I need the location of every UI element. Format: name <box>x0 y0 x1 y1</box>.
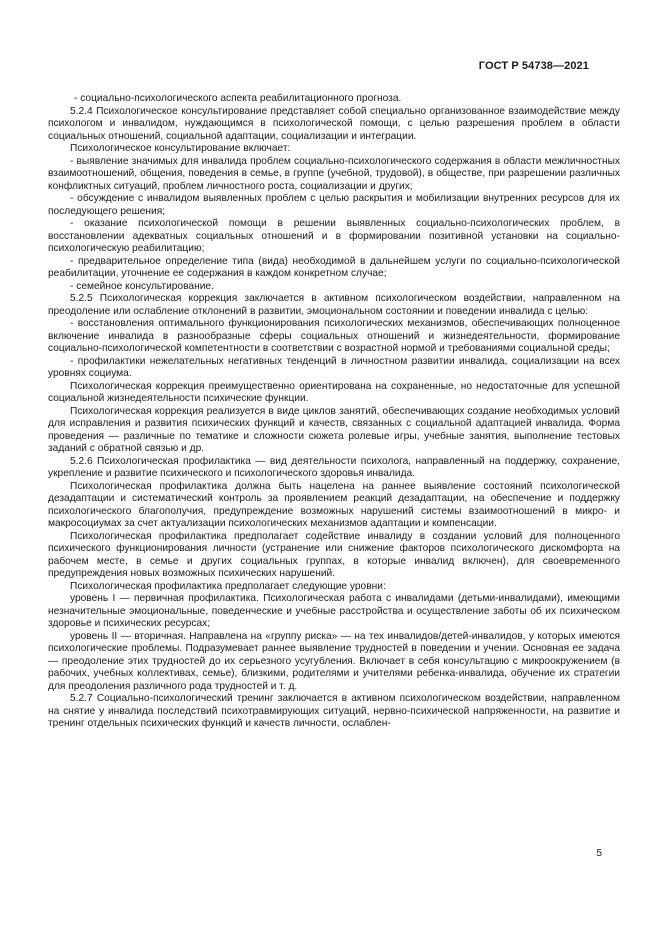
list-item: - предварительное определение типа (вида) необходимой в дальнейшем услуги по социально-психологической реабилитации, уточнение ее содержания в каждом конкретном случае; <box>48 255 620 279</box>
paragraph: Психологическая профилактика должна быть нацелена на раннее выявление состояний психологической дезадаптации и систематический контроль за проявлением реакций дезадаптации, на обеспечение и поддержку психологического благополучия, предупреждение возможных нарушений системы взаимоотношений в микро- и макросоциумах за счет актуализации психологических механизмов адаптации и компенсации. <box>48 480 620 529</box>
document-body <box>48 93 620 731</box>
paragraph: уровень II — вторичная. Направлена на «группу риска» — на тех инвалидов/детей-инвалидов, у которых имеются психологические проблемы. Подразумевает раннее выявление трудностей в поведении и учении. Основная ее задача — преодоление этих трудностей до их серьезного усугубления. Включает в себя консультацию с микроокружением (в рабочих, учебных коллективах, семье), близкими, родителями и учителями ребенка-инвалида, обучение их стратегии для преодоления различного рода трудностей и т. д. <box>48 630 620 692</box>
document-header: ГОСТ Р 54738—2021 <box>478 60 589 72</box>
paragraph: 5.2.5 Психологическая коррекция заключается в активном психологическом воздействии, направленном на преодоление или ослабление отклонений в развитии, эмоциональном состоянии и поведении инвалида с целью: <box>48 293 620 317</box>
paragraph: уровень I — первичная профилактика. Психологическая работа с инвалидами (детьми-инвалидами), имеющими незначительные эмоциональные, поведенческие и учебные расстройства и осуществление заботы об их психическом здоровье и психических ресурсах; <box>48 593 620 629</box>
list-item: - профилактики нежелательных негативных тенденций в личностном развитии инвалида, социализации на всех уровнях социума. <box>48 355 620 379</box>
paragraph: Психологическое консультирование включает: <box>70 143 291 154</box>
paragraph: Психологическая коррекция реализуется в виде циклов занятий, обеспечивающих создание необходимых условий для исправления и развития психических функций и качеств, связанных с социальной адаптацией инвалида. Форма проведения — различные по тематике и сложности сюжета ролевые игры, учебные занятия, выполнение тестовых заданий с обратной связью и др. <box>48 405 620 454</box>
paragraph: 5.2.4 Психологическое консультирование представляет собой специально организованное взаимодействие между психологом и инвалидом, нуждающимся в психологической помощи, с целью разрешения проблем в области социальных отношений, социальной адаптации, социализации и интеграции. <box>48 105 620 142</box>
list-item: - обсуждение с инвалидом выявленных проблем с целью раскрытия и мобилизации внутренних ресурсов для их последующего решения; <box>48 193 620 217</box>
paragraph: Психологическая профилактика предполагает содействие инвалиду в создании условий для полноценного психического функционирования личности (устранение или снижение факторов психологического дискомфорта на рабочем месте, в семье и других социальных группах, в которые инвалид включен), для своевременного предупреждения новых возможных психических нарушений. <box>48 530 620 579</box>
page-number: 5 <box>596 848 602 859</box>
paragraph: Психологическая профилактика предполагает следующие уровни: <box>70 580 386 592</box>
list-item: - восстановления оптимального функционирования психологических механизмов, обеспечивающих полноценное включение инвалида в разнообразные сферы социальных отношений и жизнедеятельности, формирование социально-психологической компетентности в соответствии с возрастной нормой и требованиями социальной среды; <box>48 318 620 354</box>
paragraph: - социально-психологического аспекта реабилитационного прогноза. <box>74 93 402 104</box>
paragraph: Психологическая коррекция преимущественно ориентирована на сохраненные, но недостаточные для успешной социальной жизнедеятельности психические функции. <box>48 380 620 404</box>
list-item: - семейное консультирование. <box>70 280 214 292</box>
paragraph: 5.2.6 Психологическая профилактика — вид деятельности психолога, направленный на поддержку, сохранение, укрепление и развитие психического и психологического здоровья инвалида. <box>48 455 620 479</box>
list-item: - оказание психологической помощи в решении выявленных социально-психологических проблем, в восстановлении адекватных социальных отношений и в формировании позитивной установки на социально-психологическую реабилитацию; <box>48 218 620 254</box>
list-item: - выявление значимых для инвалида проблем социально-психологического содержания в области межличностных взаимоотношений, общения, поведения в семье, в группе (учебной, трудовой), в обществе, при разрешении различных конфликтных ситуаций, проблем личностного роста, социализации и других; <box>48 155 620 192</box>
paragraph: 5.2.7 Социально-психологический тренинг заключается в активном психологическом воздействии, направленном на снятие у инвалида последствий психотравмирующих ситуаций, нервно-психической напряженности, на развитие и тренинг отдельных психических функций и качеств личности, ослаблен- <box>48 693 620 729</box>
